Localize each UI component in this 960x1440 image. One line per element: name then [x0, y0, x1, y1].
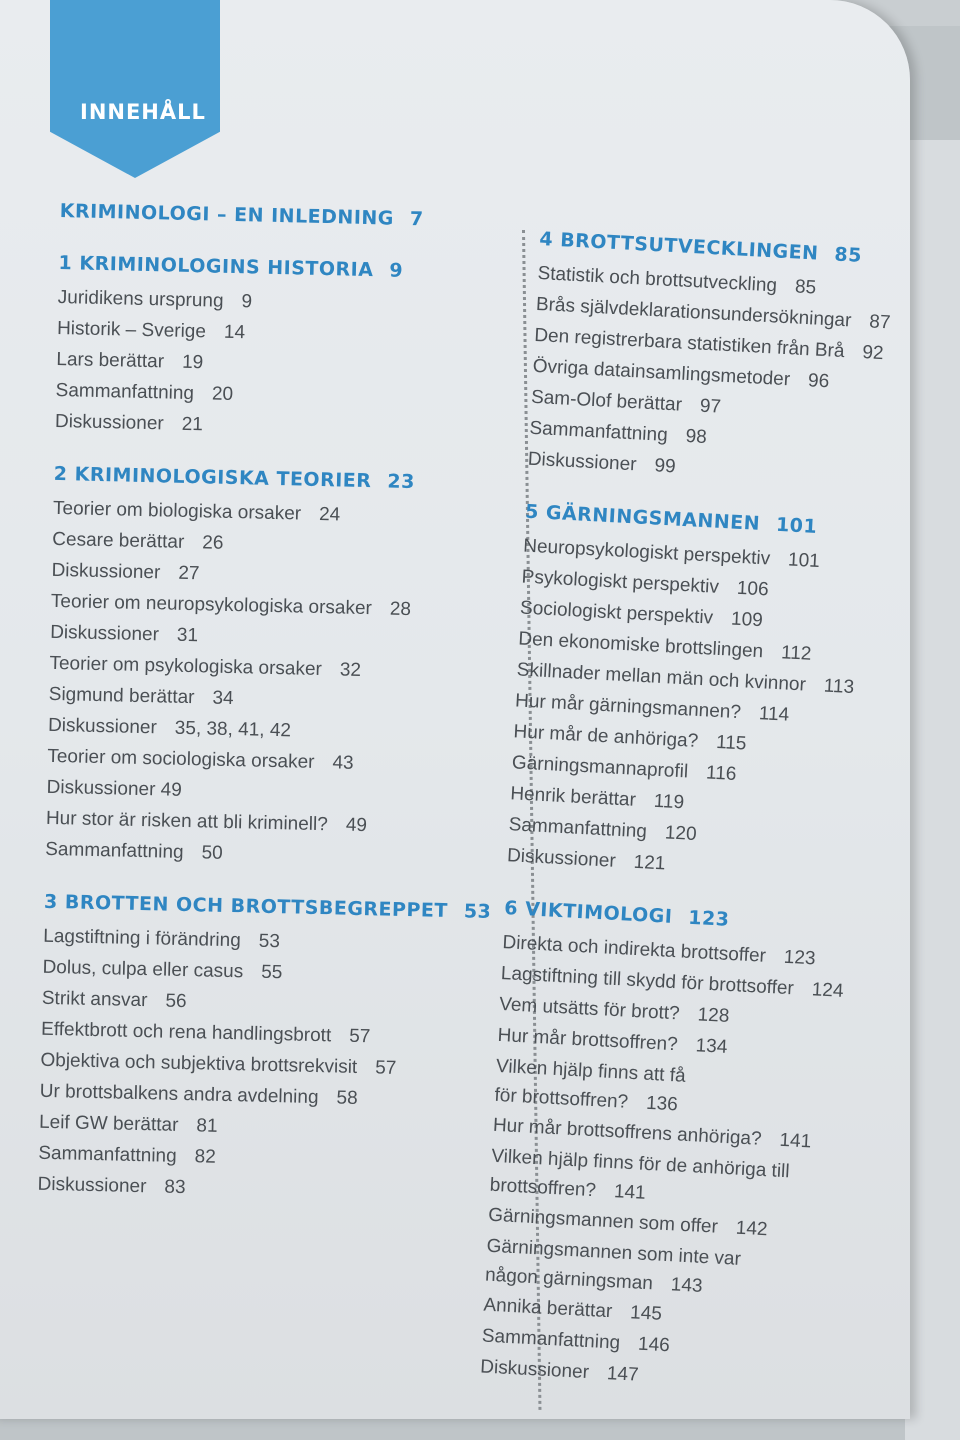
entry-page: 82: [194, 1146, 217, 1168]
chapter-title: BROTTSUTVECKLINGEN: [559, 229, 820, 265]
entry-page: 141: [613, 1181, 647, 1204]
entry-page: 128: [697, 1004, 730, 1027]
entry-page: 55: [260, 961, 283, 984]
chapter-page: 53: [463, 900, 492, 923]
entry-text: Övriga datainsamlingsmetoder: [532, 355, 791, 391]
entry-text: Sociologiskt perspektiv: [519, 597, 714, 629]
entry-text: Henrik berättar: [509, 783, 637, 811]
entry-page: 98: [685, 425, 708, 449]
entry-page: 57: [348, 1025, 371, 1048]
entry-page: 142: [735, 1217, 769, 1241]
entry-page: 124: [811, 979, 844, 1002]
entry-page: 20: [211, 383, 234, 405]
entry-text: Teorier om biologiska orsaker: [52, 497, 302, 525]
left-chapter-list: [37, 251, 492, 1210]
entry-text: Ur brottsbalkens andra avdelning: [39, 1080, 319, 1109]
entry-text: Historik – Sverige: [56, 317, 207, 343]
entry-text: Brås självdeklarationsundersökningar: [535, 293, 852, 332]
entry-text: Cesare berättar: [52, 528, 185, 553]
entry-text: Diskussioner 49: [46, 776, 183, 801]
entry-page: 53: [258, 930, 281, 953]
entry-page: 136: [645, 1092, 679, 1116]
intro-page: 7: [409, 207, 424, 231]
entry-text: Juridikens ursprung: [57, 286, 224, 312]
chapter-number: 5: [524, 500, 540, 524]
entry-page: 81: [196, 1115, 218, 1137]
entry-page: 58: [336, 1087, 358, 1109]
chapter-title: KRIMINOLOGISKA TEORIER: [74, 463, 372, 493]
chapter-page: 123: [687, 906, 731, 931]
entry-page: 85: [794, 276, 817, 299]
entry-text: Sammanfattning: [55, 379, 195, 405]
chapter-number: 1: [58, 251, 73, 275]
entry-text: Leif GW berättar: [38, 1111, 179, 1136]
entry-page: 146: [637, 1333, 671, 1357]
entry-text: för brottsoffren?: [493, 1084, 629, 1113]
left-column: [37, 200, 490, 1209]
entry-text: Neuropsykologiskt perspektiv: [522, 535, 771, 570]
entry-page: 112: [780, 642, 812, 665]
entry-page: 113: [823, 675, 855, 699]
entry-text: Diskussioner: [527, 448, 638, 476]
entry-text: Strikt ansvar: [41, 987, 148, 1012]
entry-text: Teorier om sociologiska orsaker: [47, 745, 315, 773]
entry-page: 24: [318, 503, 341, 526]
chapter-section: [479, 897, 884, 1402]
chapter-heading: [43, 890, 492, 923]
entry-text: Direkta och indirekta brottsoffer: [502, 932, 767, 967]
entry-text: Statistik och brottsutveckling: [537, 262, 778, 297]
entry-page: 101: [787, 549, 821, 573]
entry-text: Diskussioner: [51, 559, 161, 584]
entry-page: 106: [736, 577, 770, 601]
entry-page: 21: [181, 413, 204, 436]
chapter-number: 4: [538, 228, 554, 251]
entry-page: 123: [783, 946, 817, 970]
entry-text: Diskussioner: [49, 621, 160, 646]
entry-text: någon gärningsman: [484, 1264, 654, 1295]
entry-text: Sigmund berättar: [48, 683, 195, 709]
entry-text: Dolus, culpa eller casus: [42, 956, 244, 983]
entry-page: 9: [241, 291, 253, 313]
chapter-page: 85: [833, 243, 863, 267]
entry-text: Vem utsätts för brott?: [498, 993, 681, 1025]
entry-text: Hur mår de anhöriga?: [513, 721, 699, 752]
entry-text: Diskussioner: [506, 845, 617, 872]
entry-page: 116: [705, 762, 737, 786]
entry-page: 19: [181, 351, 204, 374]
entry-page: 35, 38, 41, 42: [174, 717, 292, 742]
entry-text: Sammanfattning: [528, 417, 669, 446]
entry-page: 83: [164, 1176, 186, 1199]
entry-text: Sammanfattning: [508, 814, 648, 843]
entry-text: Psykologiskt perspektiv: [521, 566, 720, 598]
entry-text: Teorier om psykologiska orsaker: [49, 652, 323, 681]
entry-text: Sammanfattning: [481, 1325, 621, 1354]
chapter-heading: [54, 463, 484, 495]
entry-page: 114: [758, 703, 790, 726]
chapter-section: [55, 252, 489, 447]
entry-page: 49: [345, 814, 368, 837]
entry-page: 87: [868, 311, 891, 334]
chapter-title: BROTTEN OCH BROTTSBEGREPPET: [64, 891, 449, 922]
entry-text: Skillnader mellan män och kvinnor: [516, 659, 807, 696]
entry-page: 143: [670, 1274, 704, 1297]
chapter-page: 9: [389, 259, 404, 282]
entry-text: Gärningsmannen som offer: [487, 1204, 719, 1238]
entry-page: 96: [807, 370, 830, 393]
entry-text: Hur stor är risken att bli kriminell?: [45, 807, 329, 836]
entry-text: brottsoffren?: [489, 1174, 597, 1202]
chapter-section: [506, 501, 905, 891]
entry-text: Hur mår gärningsmannen?: [514, 690, 742, 724]
entry-page: 32: [339, 659, 362, 681]
entry-page: 43: [332, 752, 354, 774]
entry-page: 50: [201, 842, 223, 864]
entry-page: 28: [389, 598, 412, 621]
entry-page: 27: [178, 562, 200, 585]
entry-text: Lagstiftning i förändring: [43, 925, 241, 952]
entry-text: Teorier om neuropsykologiska orsaker: [50, 590, 373, 620]
chapter-section: [527, 228, 919, 495]
entry-page: 99: [653, 455, 677, 478]
chapter-title: KRIMINOLOGINS HISTORIA: [79, 252, 374, 282]
chapter-section: [45, 463, 484, 875]
entry-text: Diskussioner: [47, 714, 158, 739]
chapter-page: 23: [387, 470, 416, 494]
entry-page: 109: [730, 608, 764, 632]
banner-label: INNEHÅLL: [80, 100, 206, 124]
entry-page: 97: [699, 395, 722, 418]
entry-page: 119: [653, 790, 685, 814]
entry-page: 147: [606, 1363, 640, 1386]
entry-page: 134: [695, 1035, 728, 1058]
entry-text: Objektiva och subjektiva brottsrekvisit: [40, 1049, 358, 1078]
entry-text: Diskussioner: [479, 1356, 590, 1384]
chapter-section: [37, 890, 492, 1210]
entry-text: Annika berättar: [483, 1294, 613, 1323]
entry-page: 57: [374, 1057, 397, 1079]
entry-page: 34: [212, 687, 234, 710]
entry-text: Den ekonomiske brottslingen: [517, 628, 764, 663]
entry-text: Sam-Olof berättar: [530, 386, 683, 416]
entry-page: 56: [165, 990, 187, 1013]
entry-text: Diskussioner: [54, 410, 164, 435]
entry-text: Lagstiftning till skydd för brottsoffer: [500, 962, 795, 1000]
right-column: [479, 228, 919, 1402]
entry-page: 141: [778, 1129, 812, 1153]
entry-text: Gärningsmannaprofil: [511, 752, 689, 783]
chapter-title: VIKTIMOLOGI: [524, 898, 673, 928]
entry-page: 26: [202, 532, 224, 554]
entry-text: Den registrerbara statistiken från Brå: [533, 324, 845, 363]
entry-text: Hur mår brottsoffrens anhöriga?: [492, 1114, 763, 1150]
chapter-page: 101: [775, 513, 818, 538]
entry-page: 92: [861, 342, 885, 365]
entry-text: Gärningsmannen som inte var: [486, 1235, 742, 1270]
entry-page: 145: [629, 1302, 663, 1325]
entry-text: Lars berättar: [56, 348, 165, 373]
chapter-title: GÄRNINGSMANNEN: [545, 501, 761, 535]
chapter-number: 2: [53, 462, 68, 486]
entry-text: Diskussioner: [37, 1173, 147, 1198]
right-chapter-list: [479, 228, 919, 1402]
entry-page: 121: [633, 851, 666, 875]
entry-text: Sammanfattning: [38, 1142, 177, 1167]
chapter-number: 3: [43, 890, 59, 914]
intro-title: KRIMINOLOGI – EN INLEDNING: [59, 200, 395, 230]
entry-page: 115: [715, 731, 747, 755]
entry-text: Vilken hjälp finns att få: [495, 1055, 687, 1087]
entry-text: Effektbrott och rena handlingsbrott: [40, 1018, 332, 1047]
entry-page: 120: [664, 822, 698, 846]
entry-text: Sammanfattning: [45, 838, 184, 863]
entry-page: 31: [176, 624, 199, 647]
entry-page: 14: [223, 321, 246, 344]
entry-text: Vilken hjälp finns för de anhöriga till: [490, 1145, 791, 1183]
entry-text: Hur mår brottsoffren?: [497, 1024, 679, 1056]
chapter-number: 6: [503, 897, 519, 920]
